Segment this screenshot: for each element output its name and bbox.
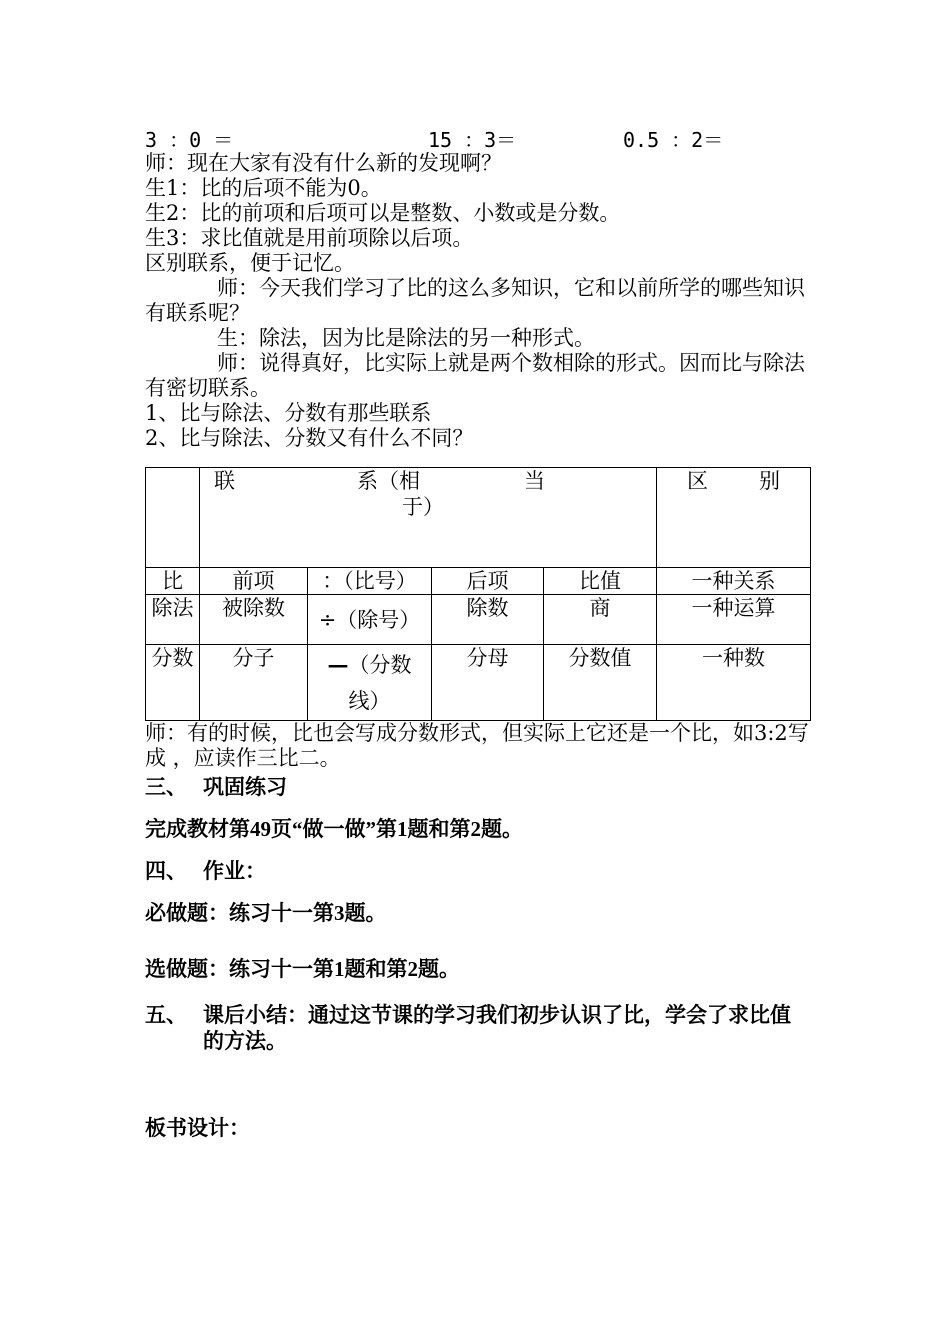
document-page	[145, 124, 810, 1141]
section-5-summary: 五、 课后小结：通过这节课的学习我们初步认识了比，学会了求比值的方法。	[145, 1003, 791, 1053]
equation-1: 3 ：0 ＝	[145, 128, 234, 152]
teacher-note: 师：有的时候，比也会写成分数形式，但实际上它还是一个比，如3:2写成 ，应读作三比二。	[145, 721, 809, 770]
table-corner-cell	[146, 468, 200, 568]
table-header-row	[146, 468, 811, 568]
question-1: 1、比与除法、分数有那些联系	[145, 401, 432, 425]
board-design-heading: 板书设计：	[145, 1116, 250, 1140]
optional-homework: 选做题：练习十一第1题和第2题。	[145, 957, 460, 981]
question-2: 2、比与除法、分数又有什么不同？	[145, 426, 474, 450]
text-line: 生2：比的前项和后项可以是整数、小数或是分数。	[145, 201, 621, 225]
teacher-question: 师：今天我们学习了比的这么多知识，它和以前所学的哪些知识有联系呢？	[145, 276, 805, 325]
section-3-heading: 三、 巩固练习	[145, 775, 287, 799]
table-row: 比 前项 ：（比号） 后项 比值 一种关系	[146, 568, 811, 595]
header-connection: 联 系（相 当 于）	[200, 468, 657, 568]
text-line: 区别联系，便于记忆。	[145, 251, 355, 275]
comparison-table	[145, 467, 811, 721]
exercise-text: 完成教材第49页“做一做”第1题和第2题。	[145, 817, 523, 841]
table-row: 除法 被除数 ÷（除号） 除数 商 一种运算	[146, 595, 811, 645]
equation-2: 15 ：3＝	[428, 128, 517, 152]
section-4-heading: 四、 作业：	[145, 859, 266, 883]
text-line: 生3：求比值就是用前项除以后项。	[145, 226, 474, 250]
text-line: 师：现在大家有没有什么新的发现啊？	[145, 151, 502, 175]
table-row: 分数 分子 —（分数 线） 分母 分数值 一种数	[146, 645, 811, 721]
equation-row	[145, 124, 810, 151]
equation-3: 0.5 ：2＝	[623, 128, 724, 152]
student-answer: 生：除法，因为比是除法的另一种形式。	[217, 326, 595, 350]
text-line: 生1：比的后项不能为0。	[145, 176, 382, 200]
header-difference: 区 别	[657, 468, 811, 568]
teacher-reply: 师：说得真好，比实际上就是两个数相除的形式。因而比与除法有密切联系。	[145, 351, 805, 400]
required-homework: 必做题：练习十一第3题。	[145, 901, 387, 925]
